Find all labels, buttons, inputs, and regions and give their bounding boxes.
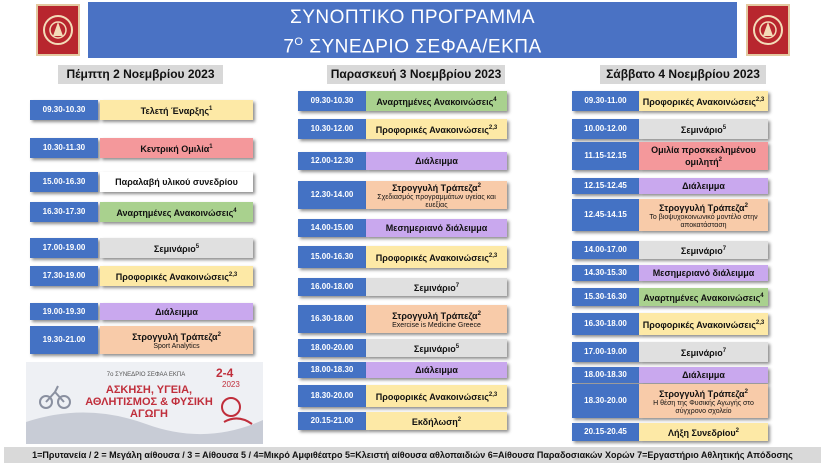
room-legend-footer: 1=Πρυτανεία / 2 = Μεγάλη αίθουσα / 3 = Αίθουσα 5 / 4=Μικρό Αμφιθέατρο 5=Κλειστή αίθουσα αθλοπαιδιών 6=Αίθουσα Παραδοσιακών Χορών 7=Εργαστήριο Αθλητικής Απόδοσης bbox=[4, 447, 821, 463]
session-title-line bbox=[115, 177, 238, 187]
session-title: Λήξη Συνεδρίου bbox=[667, 428, 736, 438]
session-cell bbox=[639, 313, 768, 335]
session-title-line bbox=[643, 318, 764, 330]
session-title-line bbox=[659, 201, 748, 213]
room-number: 2 bbox=[217, 331, 221, 338]
session-title-line bbox=[376, 251, 497, 263]
session-title: Διάλειμμα bbox=[682, 370, 725, 380]
room-number: 2 bbox=[744, 388, 748, 395]
time-slot: 16.00-18.00 bbox=[298, 278, 366, 296]
day-header-saturday: Σάββατο 4 Νοεμβρίου 2023 bbox=[600, 65, 766, 84]
session-title-line bbox=[643, 95, 764, 107]
session-title-line bbox=[414, 281, 459, 293]
session-title-line bbox=[392, 181, 481, 193]
session-cell bbox=[366, 246, 507, 268]
session-title: Σεμινάριο bbox=[413, 344, 456, 354]
session-title: Σεμινάριο bbox=[680, 246, 723, 256]
session-cell bbox=[366, 339, 507, 357]
session-title: Σεμινάριο bbox=[680, 348, 723, 358]
banner-year: 2023 bbox=[222, 380, 240, 389]
session-title: Διάλειμμα bbox=[155, 306, 198, 317]
time-slot: 16.30-18.00 bbox=[298, 305, 366, 333]
time-slot: 12.45-14.15 bbox=[572, 199, 639, 231]
time-slot: 20.15-21.00 bbox=[298, 412, 366, 430]
session-cell bbox=[639, 367, 768, 383]
time-slot: 10.00-12.00 bbox=[572, 119, 639, 139]
time-slot: 19.30-21.00 bbox=[30, 326, 98, 354]
session-title-line bbox=[639, 145, 768, 167]
room-number: 5 bbox=[455, 344, 460, 350]
session-cell bbox=[366, 305, 507, 333]
session-title: Προφορικές Ανακοινώσεις bbox=[115, 272, 229, 282]
time-slot: 18.00-18.30 bbox=[572, 367, 639, 383]
university-seal-icon bbox=[41, 10, 75, 50]
time-slot: 09.30-10.30 bbox=[298, 91, 366, 111]
session-title-line bbox=[116, 270, 237, 282]
page-header bbox=[88, 2, 737, 58]
room-number: 1 bbox=[209, 106, 213, 112]
session-title: Στρογγυλή Τράπεζα bbox=[659, 202, 745, 213]
time-slot: 20.15-20.45 bbox=[572, 423, 639, 441]
session-title: Στρογγυλή Τράπεζα bbox=[132, 331, 218, 342]
session-title-line bbox=[682, 370, 725, 380]
session-cell bbox=[366, 181, 507, 209]
session-title: Σεμινάριο bbox=[153, 244, 196, 254]
session-cell bbox=[100, 326, 253, 354]
session-title: Προφορικές Ανακοινώσεις bbox=[375, 253, 489, 263]
session-title: Προφορικές Ανακοινώσεις bbox=[642, 320, 756, 330]
session-cell bbox=[639, 265, 768, 281]
session-subtitle: Η θέση της Φυσικής Αγωγής στο σύγχρονο σχολείο bbox=[653, 399, 754, 415]
room-number: 5 bbox=[722, 125, 727, 131]
session-title: Μεσημεριανό διάλειμμα bbox=[652, 268, 755, 278]
room-number: 2 bbox=[744, 202, 748, 209]
session-title-line bbox=[643, 291, 763, 303]
page-title: ΣΥΝΟΠΤΙΚΟ ΠΡΟΓΡΑΜΜΑ bbox=[289, 7, 536, 28]
session-title-line bbox=[376, 390, 497, 402]
session-cell bbox=[639, 241, 768, 259]
session-cell bbox=[366, 219, 507, 237]
session-cell bbox=[366, 91, 507, 111]
session-title-line bbox=[376, 95, 496, 107]
subtitle-text: ΣΥΝΕΔΡΙΟ ΣΕΦΑΑ/ΕΚΠΑ bbox=[309, 36, 542, 58]
room-number: 2,3 bbox=[755, 320, 765, 326]
room-number: 7 bbox=[722, 348, 727, 354]
room-number: 2 bbox=[718, 157, 722, 163]
time-slot: 17.00-19.00 bbox=[572, 342, 639, 362]
session-title-line bbox=[141, 104, 213, 116]
session-title: Διάλειμμα bbox=[415, 365, 458, 375]
time-slot: 16.30-18.00 bbox=[572, 313, 639, 335]
day-header-thursday: Πέμπτη 2 Νοεμβρίου 2023 bbox=[58, 65, 223, 84]
time-slot: 18.00-20.00 bbox=[298, 339, 366, 357]
session-title-line bbox=[154, 242, 199, 254]
room-number: 4 bbox=[493, 97, 497, 103]
session-title: Ομιλία προσκεκλημένου ομιλητή bbox=[651, 145, 756, 167]
session-title-line bbox=[682, 181, 725, 191]
time-slot: 15.00-16.30 bbox=[298, 246, 366, 268]
session-cell bbox=[366, 119, 507, 139]
session-title-line bbox=[140, 142, 212, 154]
room-number: 2,3 bbox=[488, 392, 498, 398]
time-slot: 09.30-10.30 bbox=[30, 100, 98, 120]
time-slot: 18.30-20.00 bbox=[298, 385, 366, 407]
time-slot: 12.15-12.45 bbox=[572, 178, 639, 194]
room-number: 4 bbox=[760, 293, 764, 299]
session-title: Τελετή Έναρξης bbox=[140, 106, 210, 116]
session-cell bbox=[366, 362, 507, 378]
time-slot: 09.30-11.00 bbox=[572, 91, 639, 111]
time-slot: 11.15-12.15 bbox=[572, 142, 639, 170]
session-cell bbox=[639, 91, 768, 111]
session-title-line bbox=[653, 268, 755, 278]
room-number: 2 bbox=[477, 310, 481, 317]
conference-banner bbox=[26, 362, 263, 444]
time-slot: 19.00-19.30 bbox=[30, 303, 98, 320]
time-slot: 10.30-12.00 bbox=[298, 119, 366, 139]
session-title: Προφορικές Ανακοινώσεις bbox=[375, 392, 489, 402]
time-slot: 14.00-17.00 bbox=[572, 241, 639, 259]
session-cell bbox=[639, 142, 768, 170]
session-cell bbox=[366, 278, 507, 296]
session-title-line bbox=[668, 426, 739, 438]
session-title-line bbox=[415, 156, 458, 166]
session-title-line bbox=[155, 307, 198, 317]
session-subtitle: Sport Analytics bbox=[153, 342, 200, 350]
room-number: 7 bbox=[455, 283, 460, 289]
session-cell bbox=[639, 342, 768, 362]
session-title: Κεντρική Ομιλία bbox=[140, 144, 210, 154]
room-number: 2,3 bbox=[488, 253, 498, 259]
banner-top-text: 7ο ΣΥΝΕΔΡΙΟ ΣΕΦΑΑ ΕΚΠΑ bbox=[106, 372, 186, 378]
page-subtitle bbox=[88, 30, 737, 59]
session-title-line bbox=[415, 365, 458, 375]
session-cell bbox=[639, 199, 768, 231]
time-slot: 15.00-16.30 bbox=[30, 172, 98, 192]
time-slot: 12.00-12.30 bbox=[298, 152, 366, 170]
time-slot: 17.00-19.00 bbox=[30, 238, 98, 258]
room-number: 5 bbox=[195, 244, 200, 250]
subtitle-number: 7 bbox=[283, 36, 295, 58]
room-number: 2 bbox=[735, 428, 740, 434]
session-subtitle: Το βιοψυχοκοινωνικό μοντέλο στην αποκατάσταση bbox=[649, 213, 758, 229]
day-header-friday: Παρασκευή 3 Νοεμβρίου 2023 bbox=[327, 65, 505, 84]
session-cell bbox=[100, 266, 253, 286]
session-title: Εκδήλωση bbox=[411, 417, 458, 427]
session-title-line bbox=[116, 206, 236, 218]
session-title-line bbox=[414, 342, 459, 354]
session-title-line bbox=[681, 346, 726, 358]
session-cell bbox=[100, 138, 253, 158]
session-title-line bbox=[376, 123, 497, 135]
session-cell bbox=[366, 152, 507, 170]
time-slot: 17.30-19.00 bbox=[30, 266, 98, 286]
time-slot: 16.30-17.30 bbox=[30, 202, 98, 222]
time-slot: 12.30-14.00 bbox=[298, 181, 366, 209]
time-slot: 18.00-18.30 bbox=[298, 362, 366, 378]
session-cell bbox=[639, 384, 768, 418]
session-title-line bbox=[392, 309, 481, 321]
session-title: Προφορικές Ανακοινώσεις bbox=[642, 97, 756, 107]
session-cell bbox=[100, 202, 253, 222]
time-slot: 14.30-15.30 bbox=[572, 265, 639, 281]
session-title-line bbox=[681, 123, 726, 135]
room-number: 1 bbox=[209, 144, 213, 150]
time-slot: 14.00-15.00 bbox=[298, 219, 366, 237]
session-title: Αναρτημένες Ανακοινώσεις bbox=[116, 208, 234, 218]
session-cell bbox=[366, 385, 507, 407]
session-title: Παραλαβή υλικού συνεδρίου bbox=[115, 177, 238, 187]
session-cell bbox=[366, 412, 507, 430]
room-number: 2,3 bbox=[488, 125, 498, 131]
session-title: Στρογγυλή Τράπεζα bbox=[392, 182, 478, 193]
session-title: Διάλειμμα bbox=[682, 181, 725, 191]
session-subtitle: Σχεδιασμός προγραμμάτων υγείας και ευεξίας bbox=[377, 193, 496, 209]
session-title-line bbox=[386, 223, 488, 233]
session-title: Προφορικές Ανακοινώσεις bbox=[375, 125, 489, 135]
session-title: Αναρτημένες Ανακοινώσεις bbox=[643, 293, 761, 303]
session-title: Μεσημεριανό διάλειμμα bbox=[385, 223, 488, 233]
room-number: 2 bbox=[457, 417, 462, 423]
session-title: Στρογγυλή Τράπεζα bbox=[392, 310, 478, 321]
room-number: 7 bbox=[722, 246, 727, 252]
session-cell bbox=[639, 178, 768, 194]
banner-date: 2-4 bbox=[216, 366, 234, 380]
university-seal-icon bbox=[751, 10, 785, 50]
session-cell bbox=[100, 172, 253, 192]
session-cell bbox=[639, 423, 768, 441]
time-slot: 10.30-11.30 bbox=[30, 138, 98, 158]
room-number: 4 bbox=[233, 208, 237, 214]
session-title: Σεμινάριο bbox=[680, 125, 723, 135]
session-cell bbox=[100, 238, 253, 258]
right-logo bbox=[746, 4, 790, 56]
session-title-line bbox=[681, 244, 726, 256]
session-title: Στρογγυλή Τράπεζα bbox=[659, 388, 745, 399]
session-cell bbox=[639, 288, 768, 306]
session-cell bbox=[100, 303, 253, 320]
session-title: Διάλειμμα bbox=[415, 156, 458, 166]
subtitle-ordinal: Ο bbox=[294, 36, 304, 48]
left-logo bbox=[36, 4, 80, 56]
room-number: 2,3 bbox=[755, 97, 765, 103]
session-cell bbox=[100, 100, 253, 120]
time-slot: 18.30-20.00 bbox=[572, 384, 639, 418]
session-title-line bbox=[132, 330, 221, 342]
room-number: 2,3 bbox=[228, 272, 238, 278]
room-number: 2 bbox=[477, 182, 481, 189]
session-title-line bbox=[412, 415, 461, 427]
session-subtitle: Exercise is Medicine Greece bbox=[392, 321, 481, 329]
session-title: Σεμινάριο bbox=[413, 283, 456, 293]
banner-title: ΑΣΚΗΣΗ, ΥΓΕΙΑ, ΑΘΛΗΤΙΣΜΟΣ & ΦΥΣΙΚΗ ΑΓΩΓΗ bbox=[85, 384, 213, 420]
time-slot: 15.30-16.30 bbox=[572, 288, 639, 306]
session-cell bbox=[639, 119, 768, 139]
session-title: Αναρτημένες Ανακοινώσεις bbox=[376, 97, 494, 107]
session-title-line bbox=[659, 387, 748, 399]
